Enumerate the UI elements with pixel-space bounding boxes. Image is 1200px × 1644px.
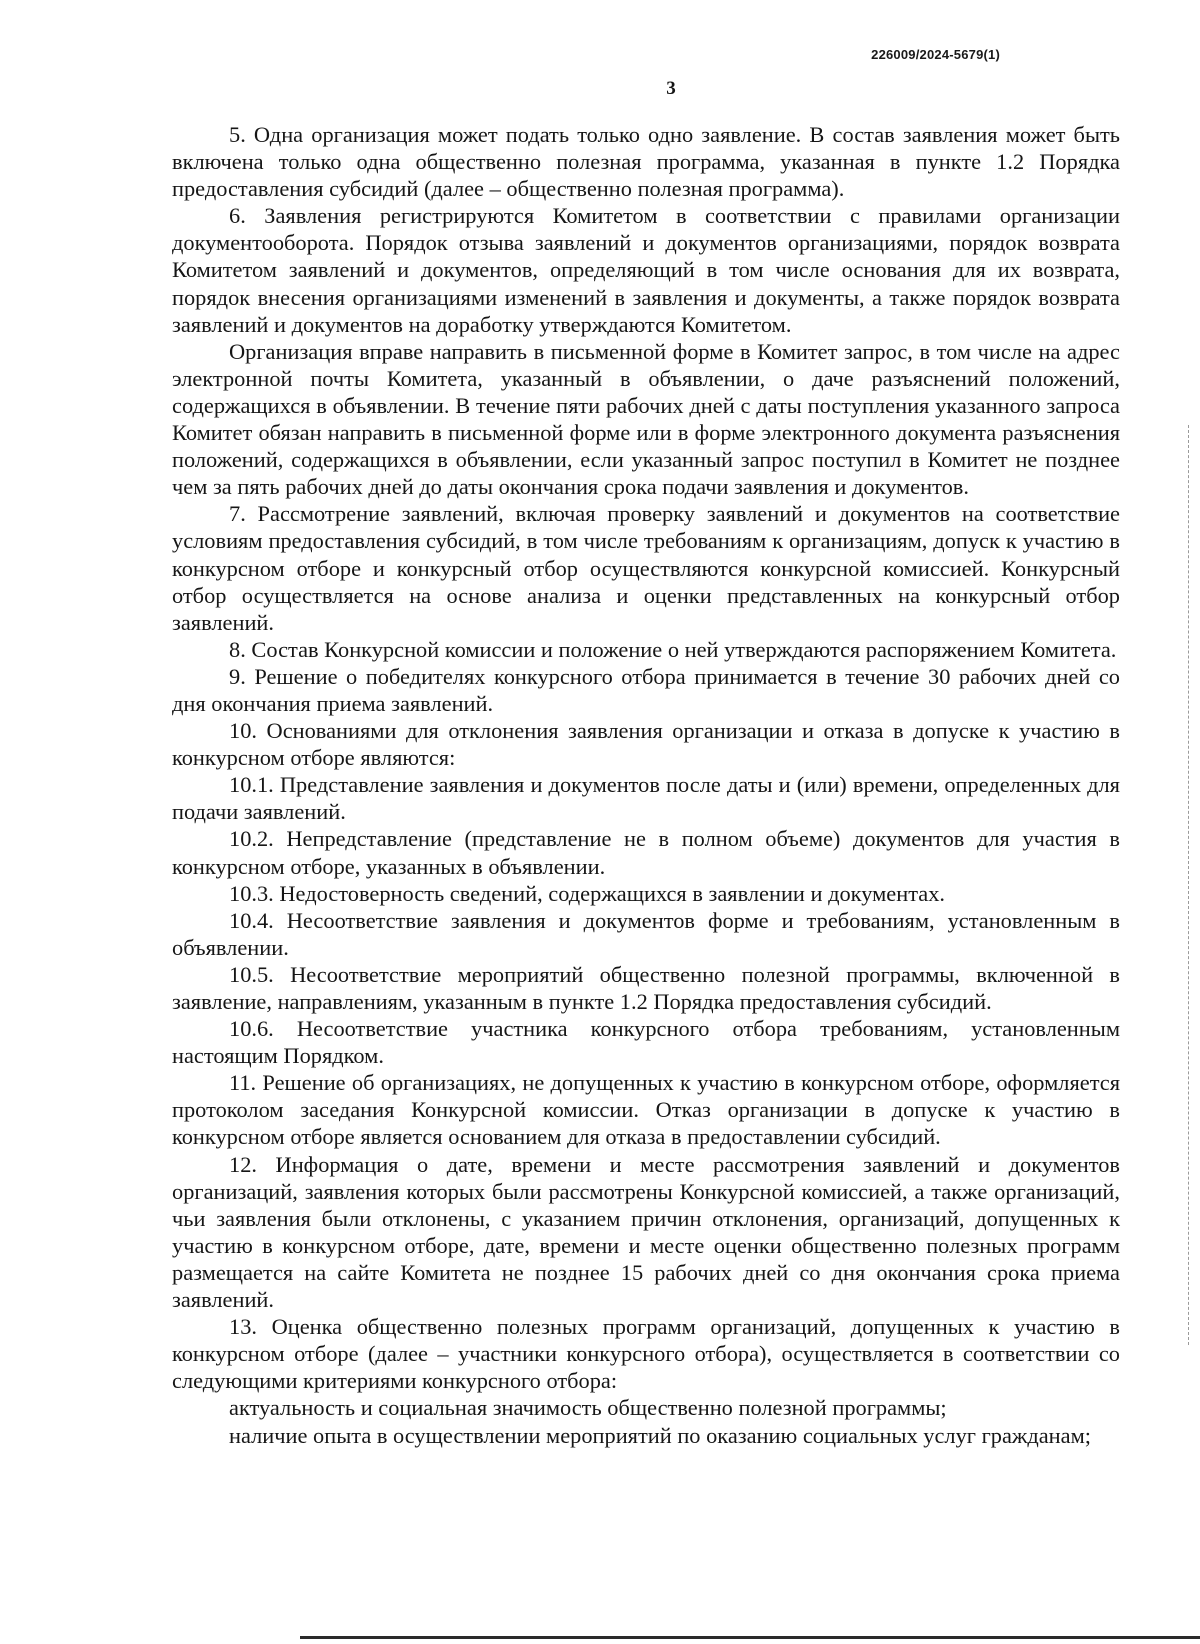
document-body: [172, 121, 1120, 1449]
paragraph-11: 11. Решение об организациях, не допущенных к участию в конкурсном отборе, оформляется протоколом заседания Конкурсной комиссии. Отказ организации в допуске к участию в конкурсном отборе является основанием для отказа в предоставлении субсидий.: [172, 1070, 1120, 1150]
page-number: 3: [666, 78, 676, 99]
paragraph-6-clarification: Организация вправе направить в письменной форме в Комитет запрос, в том числе на адрес электронной почты Комитета, указанный в объявлении, о даче разъяснений положений, содержащихся в объявлении. В течение пяти рабочих дней с даты поступления указанного запроса Комитет обязан направить в письменной форме или в форме электронного документа разъяснения положений, содержащихся в объявлении, если указанный запрос поступил в Комитет не позднее чем за пять рабочих дней до даты окончания срока подачи заявления и документов.: [172, 338, 1120, 500]
bottom-rule: [300, 1636, 1200, 1639]
criterion-relevance: актуальность и социальная значимость общественно полезной программы;: [229, 1395, 947, 1421]
paragraph-7: 7. Рассмотрение заявлений, включая проверку заявлений и документов на соответствие условиям предоставления субсидий, в том числе требованиям к организациям, допуск к участию в конкурсном отборе и конкурсный отбор осуществляются конкурсной комиссией. Конкурсный отбор осуществляется на основе анализа и оценки представленных на конкурсный отбор заявлений.: [172, 501, 1120, 635]
paragraph-12: 12. Информация о дате, времени и месте рассмотрения заявлений и документов организаций, заявления которых были рассмотрены Конкурсной комиссией, а также организаций, чьи заявления были отклонены, с указанием причин отклонения, организаций, допущенных к участию в конкурсном отборе, дате, времени и месте оценки общественно полезных программ размещается на сайте Комитета не позднее 15 рабочих дней со дня окончания срока приема заявлений.: [172, 1151, 1120, 1313]
paragraph-6: 6. Заявления регистрируются Комитетом в соответствии с правилами организации документооборота. Порядок отзыва заявлений и документов организациями, порядок возврата Комитетом заявлений и документов, определяющий в том числе основания для их возврата, порядок внесения организациями изменений в заявления и документы, а также порядок возврата заявлений и документов на доработку утверждаются Комитетом.: [172, 203, 1120, 337]
paragraph-10-2: 10.2. Непредставление (представление не в полном объеме) документов для участия в конкурсном отборе, указанных в объявлении.: [172, 826, 1120, 879]
scan-edge-marks: [1188, 425, 1190, 1345]
paragraph-10-4: 10.4. Несоответствие заявления и документов форме и требованиям, установленным в объявлении.: [172, 907, 1120, 960]
paragraph-10-6: 10.6. Несоответствие участника конкурсного отбора требованиям, установленным настоящим Порядком.: [172, 1016, 1120, 1069]
paragraph-10-3: 10.3. Недостоверность сведений, содержащихся в заявлении и документах.: [229, 880, 946, 906]
paragraph-10-1: 10.1. Представление заявления и документов после даты и (или) времени, определенных для подачи заявлений.: [172, 772, 1120, 825]
paragraph-10: 10. Основаниями для отклонения заявления организации и отказа в допуске к участию в конкурсном отборе являются:: [172, 718, 1120, 771]
paragraph-10-5: 10.5. Несоответствие мероприятий общественно полезной программы, включенной в заявление, направлениям, указанным в пункте 1.2 Порядка предоставления субсидий.: [172, 961, 1120, 1014]
paragraph-5: 5. Одна организация может подать только одно заявление. В состав заявления может быть включена только одна общественно полезная программа, указанная в пункте 1.2 Порядка предоставления субсидий (далее – общественно полезная программа).: [172, 122, 1120, 202]
paragraph-8: 8. Состав Конкурсной комиссии и положение о ней утверждаются распоряжением Комитета.: [229, 636, 1117, 662]
criterion-experience: наличие опыта в осуществлении мероприятий по оказанию социальных услуг гражданам;: [229, 1422, 1091, 1448]
registration-number: 226009/2024-5679(1): [871, 47, 1000, 62]
paragraph-13: 13. Оценка общественно полезных программ организаций, допущенных к участию в конкурсном отборе (далее – участники конкурсного отбора), осуществляется в соответствии со следующими критериями конкурсного отбора:: [172, 1314, 1120, 1394]
paragraph-9: 9. Решение о победителях конкурсного отбора принимается в течение 30 рабочих дней со дня окончания приема заявлений.: [172, 663, 1120, 716]
